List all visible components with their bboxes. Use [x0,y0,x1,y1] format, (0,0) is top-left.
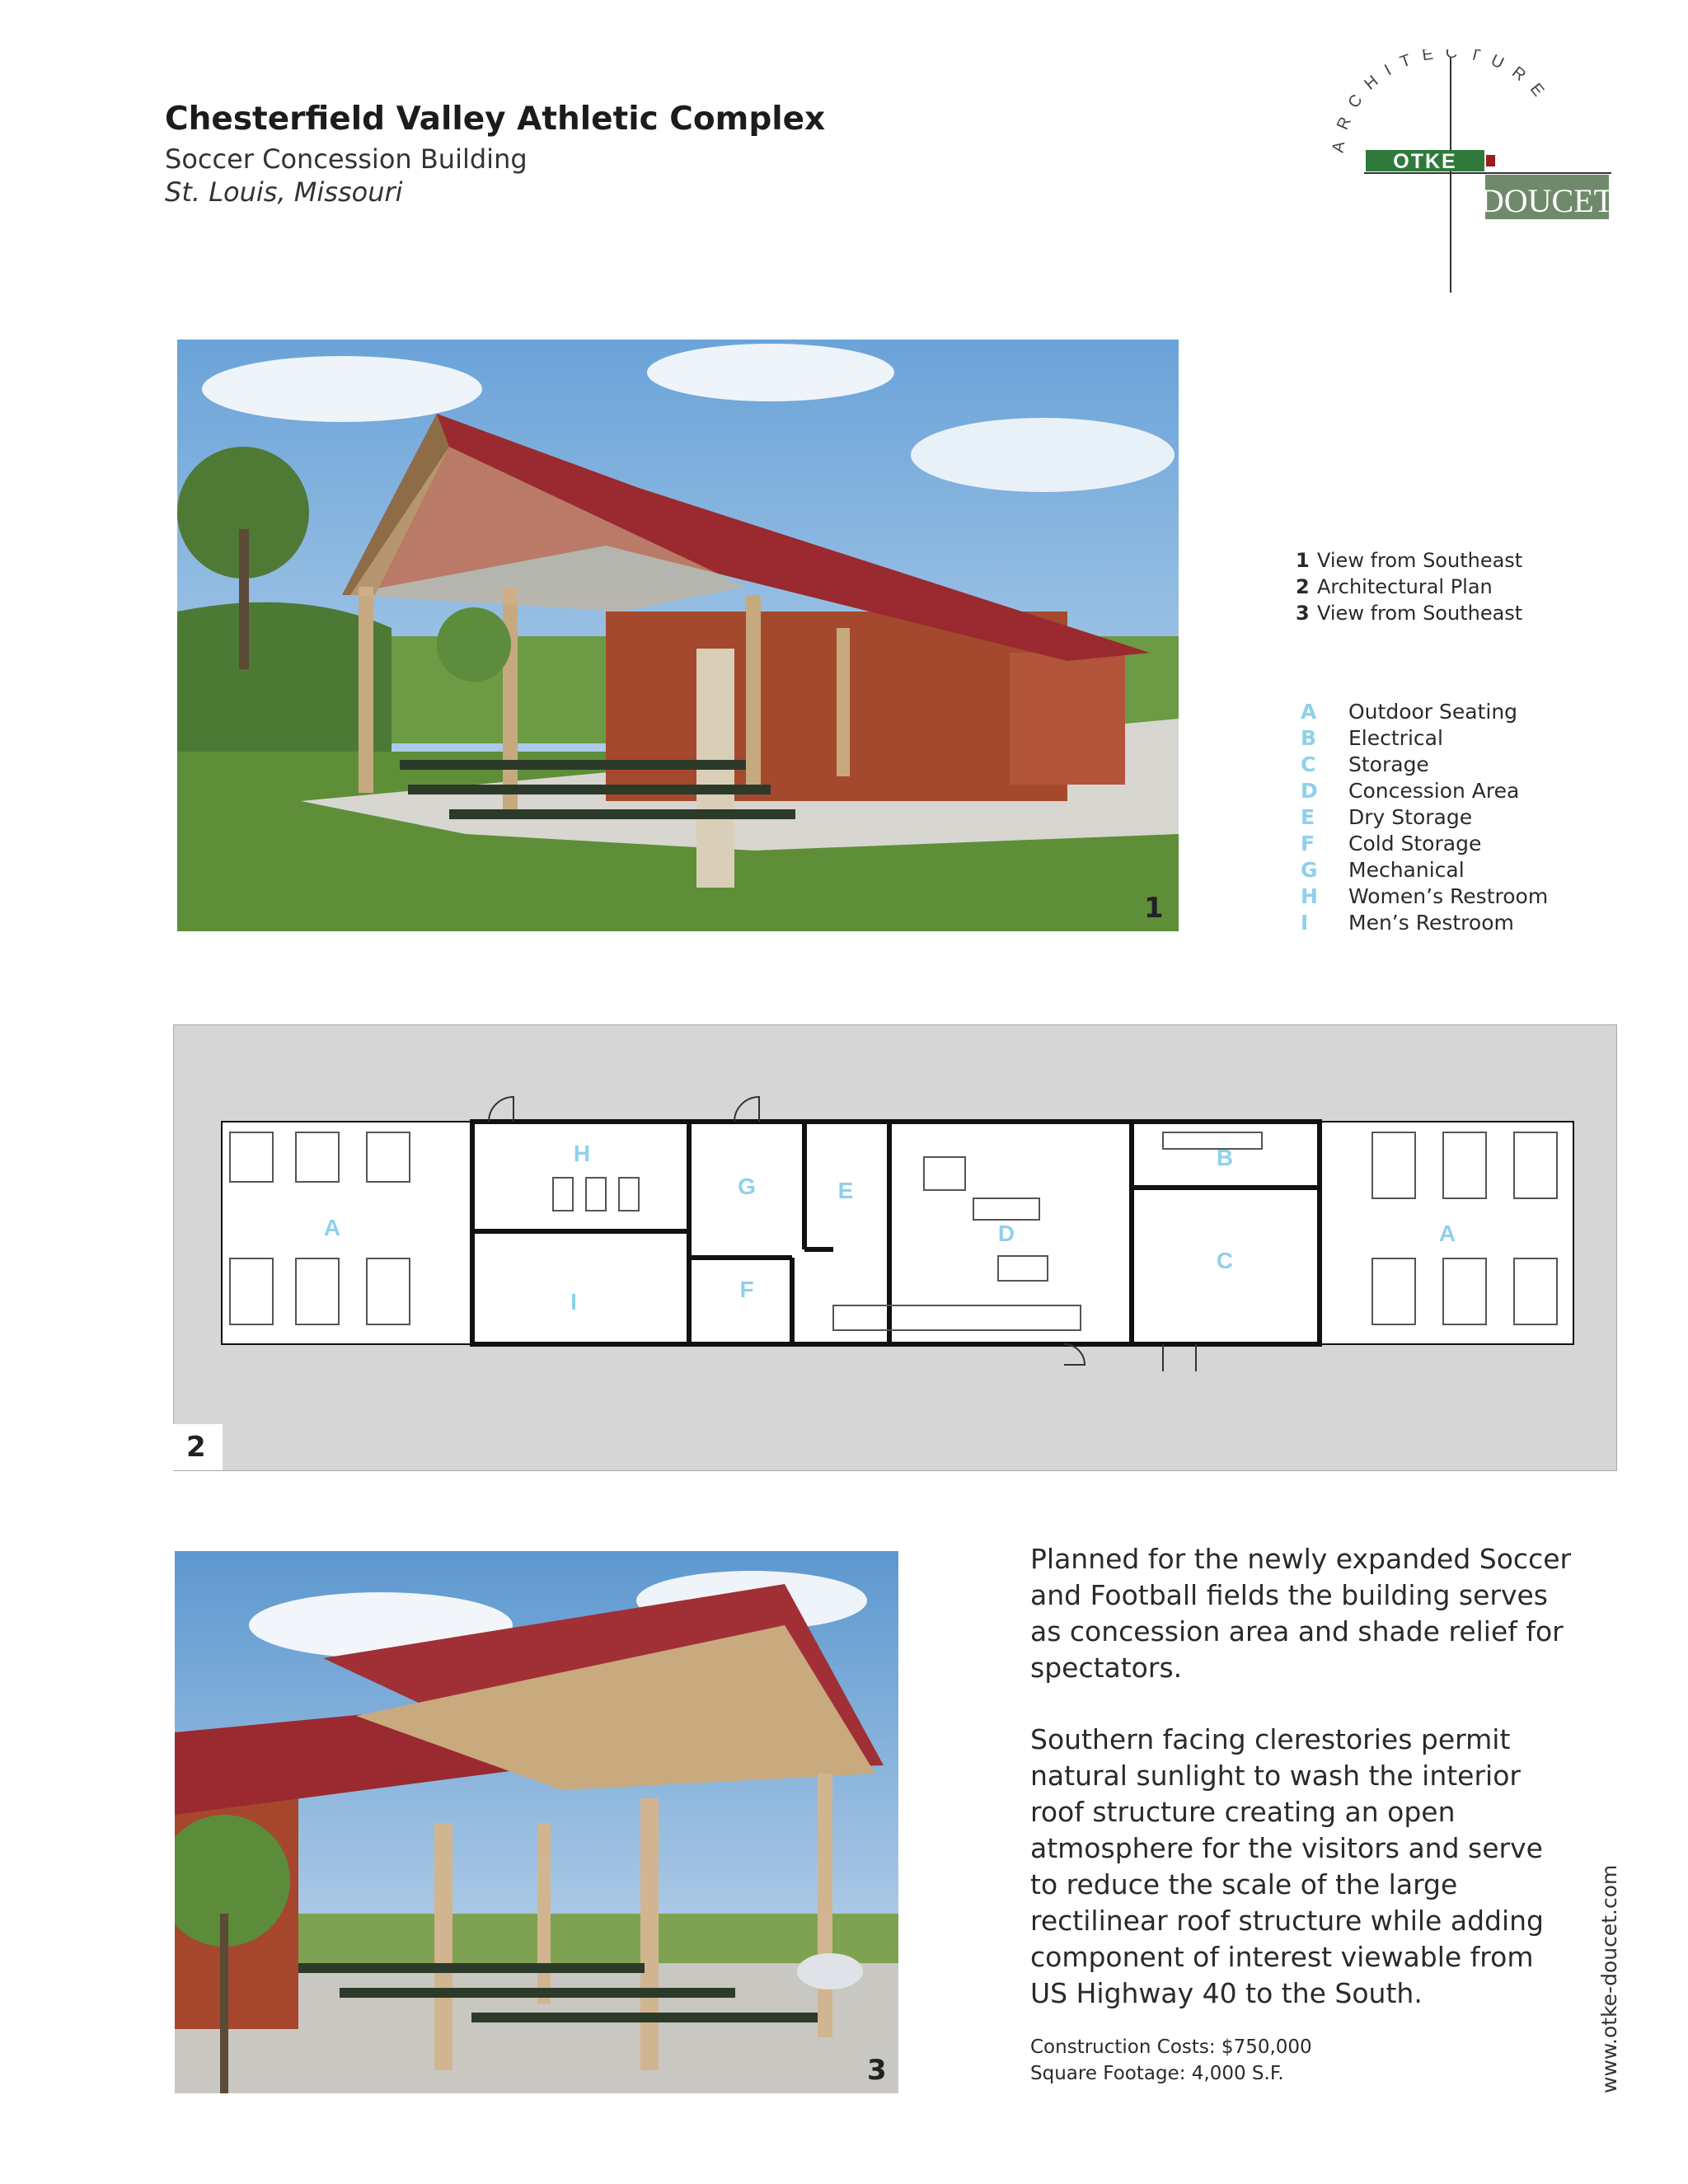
figure-caption-list [1296,547,1522,626]
figure-caption-item: 3 View from Southeast [1296,602,1523,625]
plan-label-d: D [997,1221,1015,1246]
figure-1-number: 1 [1144,892,1164,925]
plan-label-b: B [1216,1145,1234,1170]
figure-caption-item: 1 View from Southeast [1296,549,1523,572]
svg-text:ARCHITECTURE [1329,49,1554,154]
logo-arc-text: ARCHITECTURE [1329,49,1555,154]
logo-name-doucet: DOUCET [1479,182,1615,219]
project-title: Chesterfield Valley Athletic Complex [165,101,826,138]
project-facts [1030,2034,1312,2087]
architectural-plan [173,1024,1617,1471]
project-subtitle: Soccer Concession Building [165,143,528,175]
project-location: St. Louis, Missouri [165,176,403,208]
room-legend [1301,699,1548,936]
room-legend-item: E Dry Storage [1301,805,1473,829]
plan-label-e: E [837,1178,854,1203]
logo-name-otke: OTKE [1393,150,1457,173]
project-description [1030,1541,1574,2047]
description-paragraph-1: Planned for the newly expanded Soccer and Football fields the building serves as concession area and shade relief for spectators. [1030,1543,1572,1684]
room-legend-item: D Concession Area [1301,779,1520,803]
construction-cost: Construction Costs: $750,000 [1030,2036,1312,2058]
plan-label-f: F [739,1277,754,1302]
figure-3-number: 3 [867,2054,887,2087]
figure-2-number: 2 [186,1431,206,1464]
plan-label-a-left: A [323,1215,341,1240]
room-legend-item: I Men’s Restroom [1301,911,1514,935]
room-legend-item: F Cold Storage [1301,832,1482,855]
plan-label-a-right: A [1438,1221,1456,1246]
room-legend-item: A Outdoor Seating [1301,700,1518,724]
photo-view-southeast-3 [175,1551,898,2093]
plan-label-h: H [573,1141,591,1166]
plan-label-c: C [1216,1248,1234,1273]
plan-label-i: I [570,1289,577,1315]
room-legend-item: H Women’s Restroom [1301,884,1549,908]
plan-label-g: G [738,1174,756,1199]
room-legend-item: B Electrical [1301,726,1443,750]
square-footage: Square Footage: 4,000 S.F. [1030,2063,1284,2084]
description-paragraph-2: Southern facing clerestories permit natural sunlight to wash the interior roof structure creating an open atmosphere for the visitors and serve to reduce the scale of the large rectilinear roof structure while adding component of interest viewable from US Highway 40 to the South. [1030,1723,1544,2009]
figure-caption-item: 2 Architectural Plan [1296,575,1493,598]
room-legend-item: C Storage [1301,752,1429,776]
firm-logo [1319,49,1624,305]
website-url: www.otke-doucet.com [1597,1864,1621,2093]
room-legend-item: G Mechanical [1301,858,1465,882]
photo-view-southeast-1 [177,340,1179,931]
